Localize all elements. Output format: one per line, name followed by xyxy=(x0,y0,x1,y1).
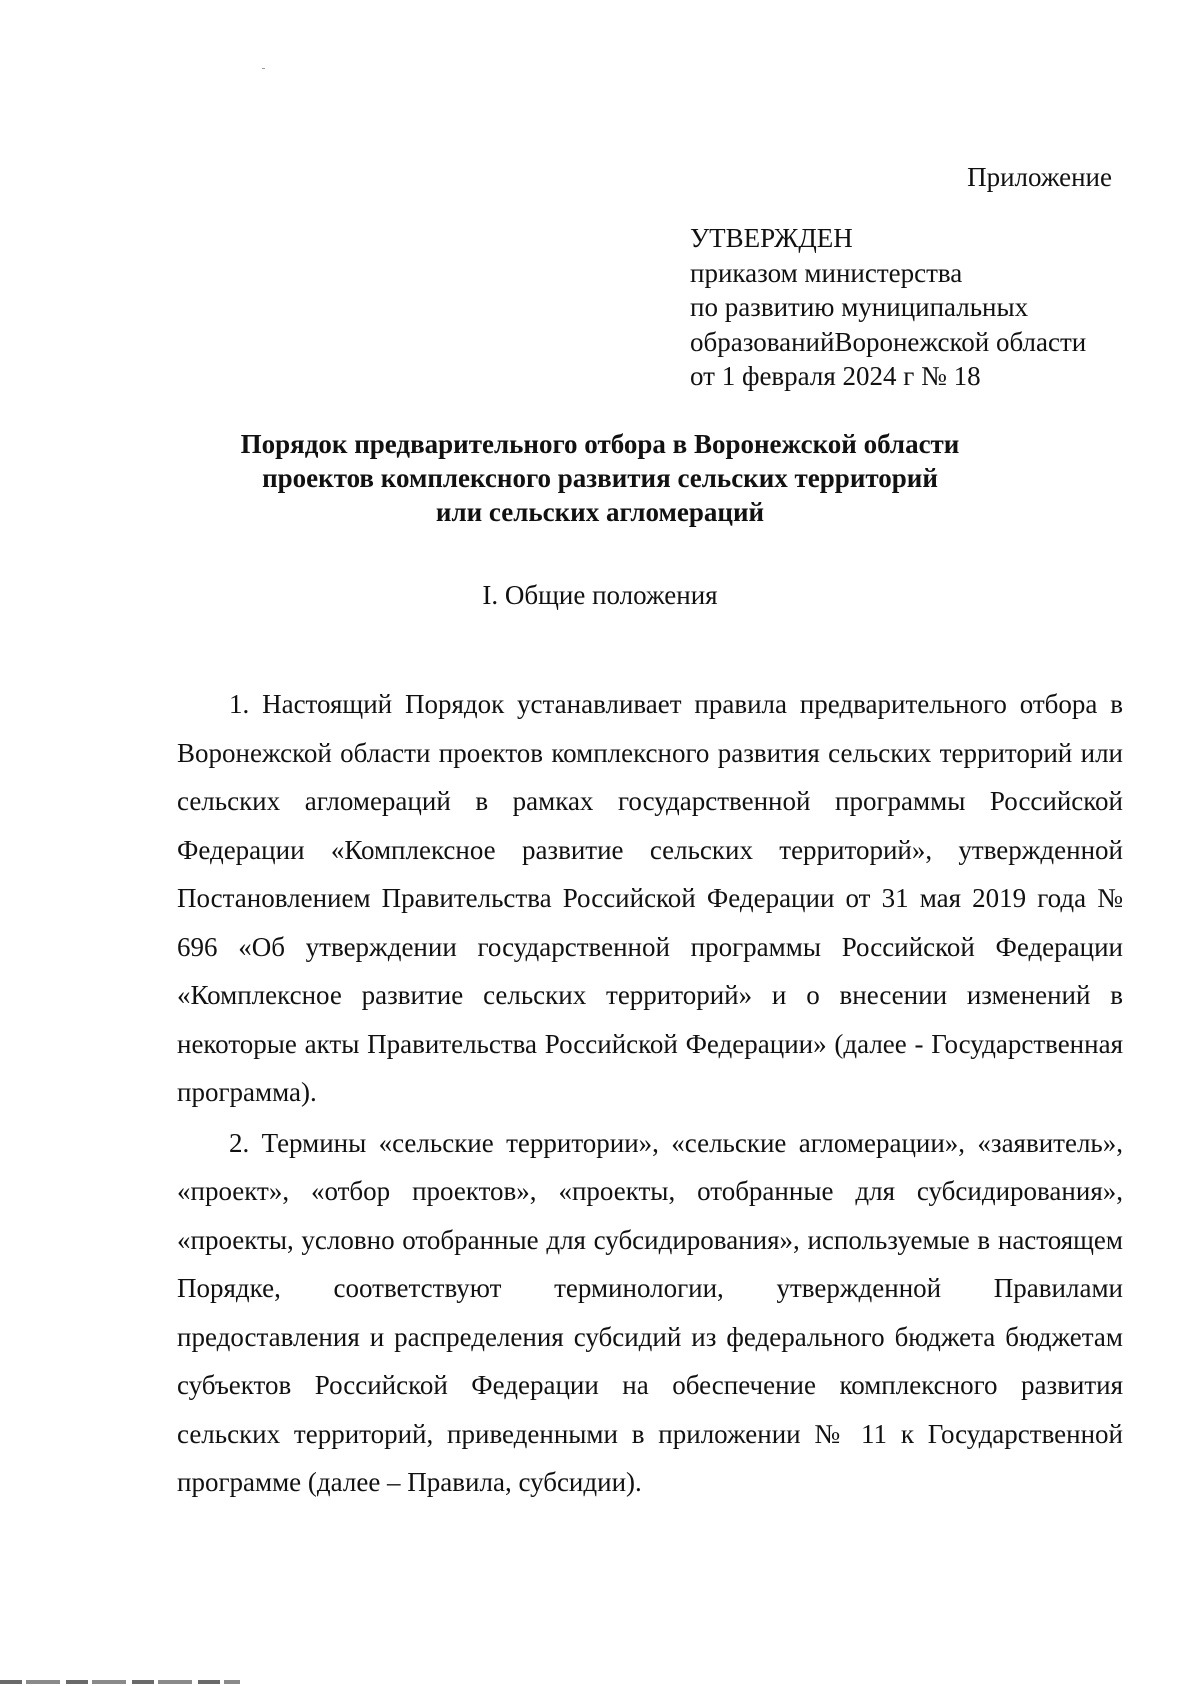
appendix-label: Приложение xyxy=(967,162,1112,192)
paragraph-2: 2. Термины «сельские территории», «сельские агломерации», «заявитель», «проект», «отбор проектов», «проекты, отобранные для субсидирования», «проекты, условно отобранные для субсидирования», используемые в настоящем Порядке, соответствуют терминологии, утвержденной Правилами предоставления и распределения субсидий из федерального бюджета бюджетам субъектов Российской Федерации на обеспечение комплексного развития сельских территорий, приведенными в приложении № 11 к Государственной программе (далее – Правила, субсидии). xyxy=(177,1127,1123,1497)
document-title-line-1: Порядок предварительного отбора в Воронежской области xyxy=(240,429,960,459)
approval-line-order: приказом министерства xyxy=(690,257,963,288)
scan-artifact-bottom xyxy=(0,1680,240,1684)
approval-line-approved: УТВЕРЖДЕН xyxy=(690,223,853,253)
approval-block xyxy=(690,221,1130,394)
document-title xyxy=(150,427,1050,529)
approval-line-date-number: от 1 февраля 2024 г № 18 xyxy=(690,361,981,391)
document-title-line-2: проектов комплексного развития сельских территорий xyxy=(262,463,938,493)
paragraph-1: 1. Настоящий Порядок устанавливает правила предварительного отбора в Воронежской области проектов комплексного развития сельских территорий или сельских агломераций в рамках государственной программы Российской Федерации «Комплексное развитие сельских территорий», утвержденной Постановлением Правительства Российской Федерации от 31 мая 2019 года № 696 «Об утверждении государственной программы Российской Федерации «Комплексное развитие сельских территорий» и о внесении изменений в некоторые акты Правительства Российской Федерации» (далее - Государственная программа). xyxy=(177,689,1123,1107)
document-title-line-3: или сельских агломераций xyxy=(435,497,765,527)
approval-line-ministry: по развитию муниципальных xyxy=(690,292,1029,322)
approval-line-region: образованийВоронежской области xyxy=(690,326,1087,357)
document-body xyxy=(177,680,1123,1507)
scan-artifact-top xyxy=(262,68,265,69)
section-heading: I. Общие положения xyxy=(482,580,718,610)
